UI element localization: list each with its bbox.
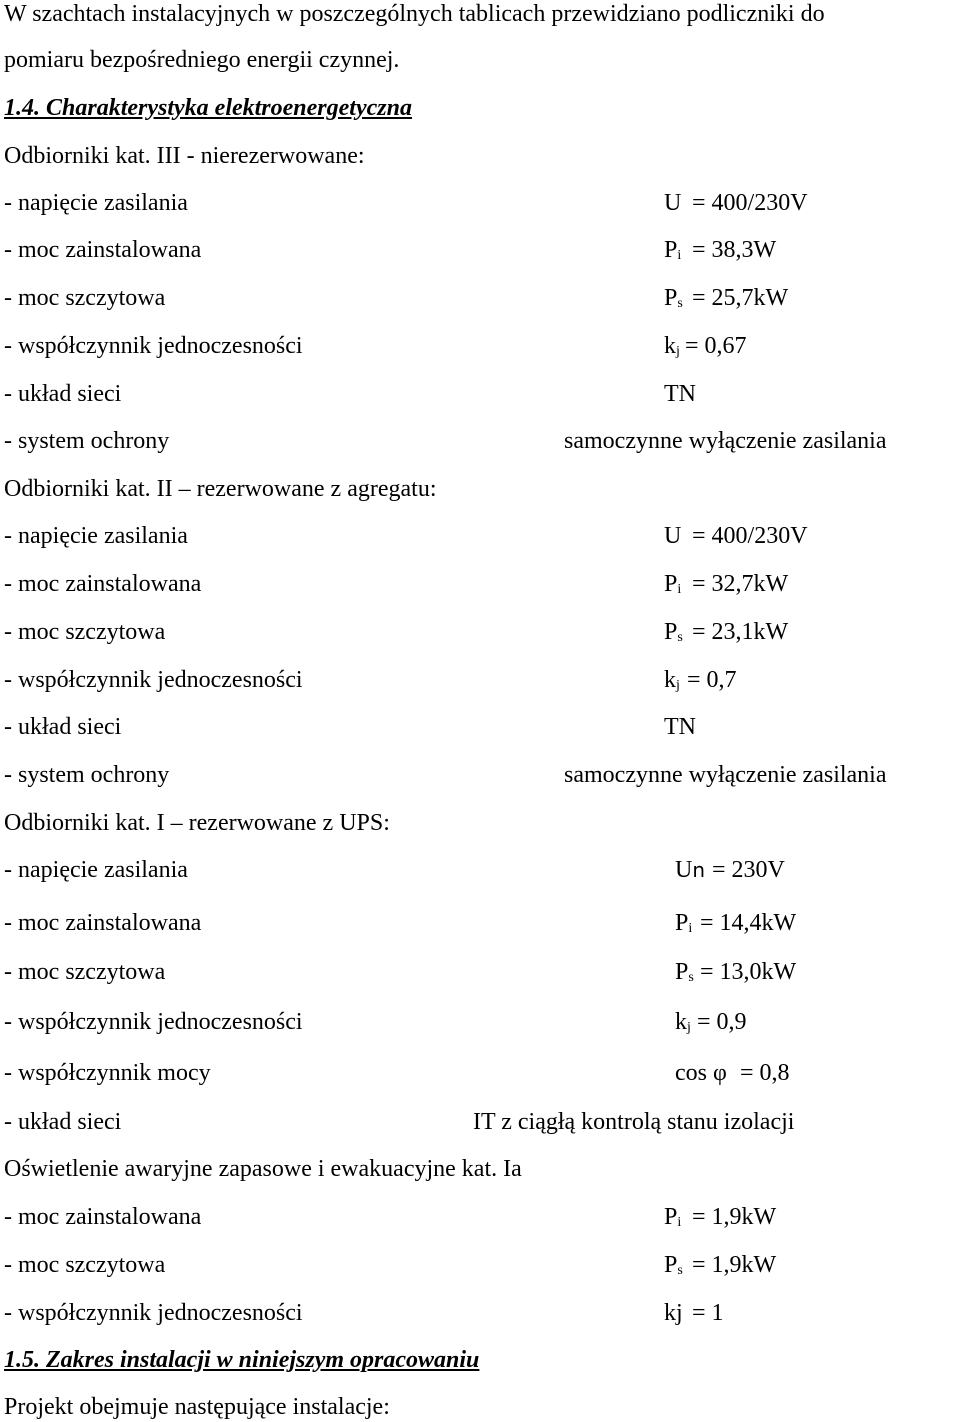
kat1-sym-peak-power: $P_s$ (675, 959, 694, 985)
kat1-sym-installed-power: $P_i$ (675, 910, 693, 936)
kat3-value-peak-power: = 25,7kW (692, 285, 789, 311)
lighting-sym-peak-power: $P_s$ (664, 1252, 683, 1278)
kat3-label-peak-power: - moc szczytowa (4, 285, 166, 311)
kat1-label-peak-power: - moc szczytowa (4, 959, 166, 985)
kat1-label-network: - układ sieci (4, 1109, 122, 1135)
lighting-value-simultaneity: = 1 (692, 1300, 724, 1326)
kat1-label-installed-power: - moc zainstalowana (4, 910, 202, 936)
kat1-value-simultaneity: = 0,9 (697, 1009, 747, 1035)
kat1-label-simultaneity: - współczynnik jednoczesności (4, 1009, 303, 1035)
kat3-title: Odbiorniki kat. III - nierezerwowane: (4, 143, 365, 169)
kat3-value-installed-power: = 38,3W (692, 237, 777, 263)
section-1-5-text: Projekt obejmuje następujące instalacje: (4, 1394, 390, 1420)
kat2-label-simultaneity: - współczynnik jednoczesności (4, 667, 303, 693)
kat2-value-peak-power: = 23,1kW (692, 619, 789, 645)
kat1-title: Odbiorniki kat. I – rezerwowane z UPS: (4, 810, 390, 836)
kat2-label-voltage: - napięcie zasilania (4, 523, 188, 549)
kat3-value-simultaneity: = 0,67 (685, 333, 747, 359)
kat2-value-voltage: = 400/230V (692, 523, 808, 549)
kat1-value-peak-power: = 13,0kW (700, 959, 797, 985)
kat3-value-network: TN (664, 381, 696, 407)
kat1-value-voltage: = 230V (712, 857, 785, 883)
kat3-label-protection: - system ochrony (4, 428, 170, 454)
kat2-value-network: TN (664, 714, 696, 740)
kat1-value-installed-power: = 14,4kW (700, 910, 797, 936)
lighting-label-peak-power: - moc szczytowa (4, 1252, 166, 1278)
kat2-value-protection: samoczynne wyłączenie zasilania (564, 762, 887, 788)
lighting-sym-installed-power: $P_i$ (664, 1204, 682, 1230)
kat2-label-network: - układ sieci (4, 714, 122, 740)
kat1-value-network: IT z ciągłą kontrolą stanu izolacji (473, 1109, 795, 1135)
lighting-title: Oświetlenie awaryjne zapasowe i ewakuacyjne kat. Ia (4, 1156, 522, 1182)
kat3-label-network: - układ sieci (4, 381, 122, 407)
kat2-sym-voltage: U (664, 523, 682, 549)
intro-line-2: pomiaru bezpośredniego energii czynnej. (4, 47, 400, 73)
kat1-label-voltage: - napięcie zasilania (4, 857, 188, 883)
lighting-sym-simultaneity: kj (664, 1300, 683, 1326)
lighting-value-peak-power: = 1,9kW (692, 1252, 777, 1278)
kat3-sym-voltage: U (664, 190, 682, 216)
kat1-sym-simultaneity: $k_j$ (675, 1009, 691, 1035)
kat1-value-power-factor: = 0,8 (740, 1060, 790, 1086)
lighting-value-installed-power: = 1,9kW (692, 1204, 777, 1230)
kat2-label-protection: - system ochrony (4, 762, 170, 788)
kat2-label-installed-power: - moc zainstalowana (4, 571, 202, 597)
kat3-value-protection: samoczynne wyłączenie zasilania (564, 428, 887, 454)
kat3-label-simultaneity: - współczynnik jednoczesności (4, 333, 303, 359)
kat3-sym-simultaneity: $k_j$ (664, 333, 680, 359)
kat3-sym-installed-power: $P_i$ (664, 237, 682, 263)
kat2-label-peak-power: - moc szczytowa (4, 619, 166, 645)
kat2-value-simultaneity: = 0,7 (687, 667, 737, 693)
kat1-label-power-factor: - współczynnik mocy (4, 1060, 211, 1086)
kat2-title: Odbiorniki kat. II – rezerwowane z agregatu: (4, 476, 437, 502)
kat3-value-voltage: = 400/230V (692, 190, 808, 216)
section-heading-1-4: 1.4. Charakterystyka elektroenergetyczna (4, 95, 412, 121)
intro-line-1: W szachtach instalacyjnych w poszczególnych tablicach przewidziano podliczniki do (4, 1, 825, 27)
kat2-value-installed-power: = 32,7kW (692, 571, 789, 597)
lighting-label-installed-power: - moc zainstalowana (4, 1204, 202, 1230)
kat2-sym-installed-power: $P_i$ (664, 571, 682, 597)
kat2-sym-simultaneity: $k_j$ (664, 667, 680, 693)
kat1-sym-power-factor: cos φ (675, 1060, 727, 1086)
kat3-label-installed-power: - moc zainstalowana (4, 237, 202, 263)
lighting-label-simultaneity: - współczynnik jednoczesności (4, 1300, 303, 1326)
section-heading-1-5: 1.5. Zakres instalacji w niniejszym opracowaniu (4, 1347, 480, 1373)
kat1-sym-voltage: Un (675, 857, 706, 883)
kat3-sym-peak-power: $P_s$ (664, 285, 683, 311)
kat2-sym-peak-power: $P_s$ (664, 619, 683, 645)
kat3-label-voltage: - napięcie zasilania (4, 190, 188, 216)
